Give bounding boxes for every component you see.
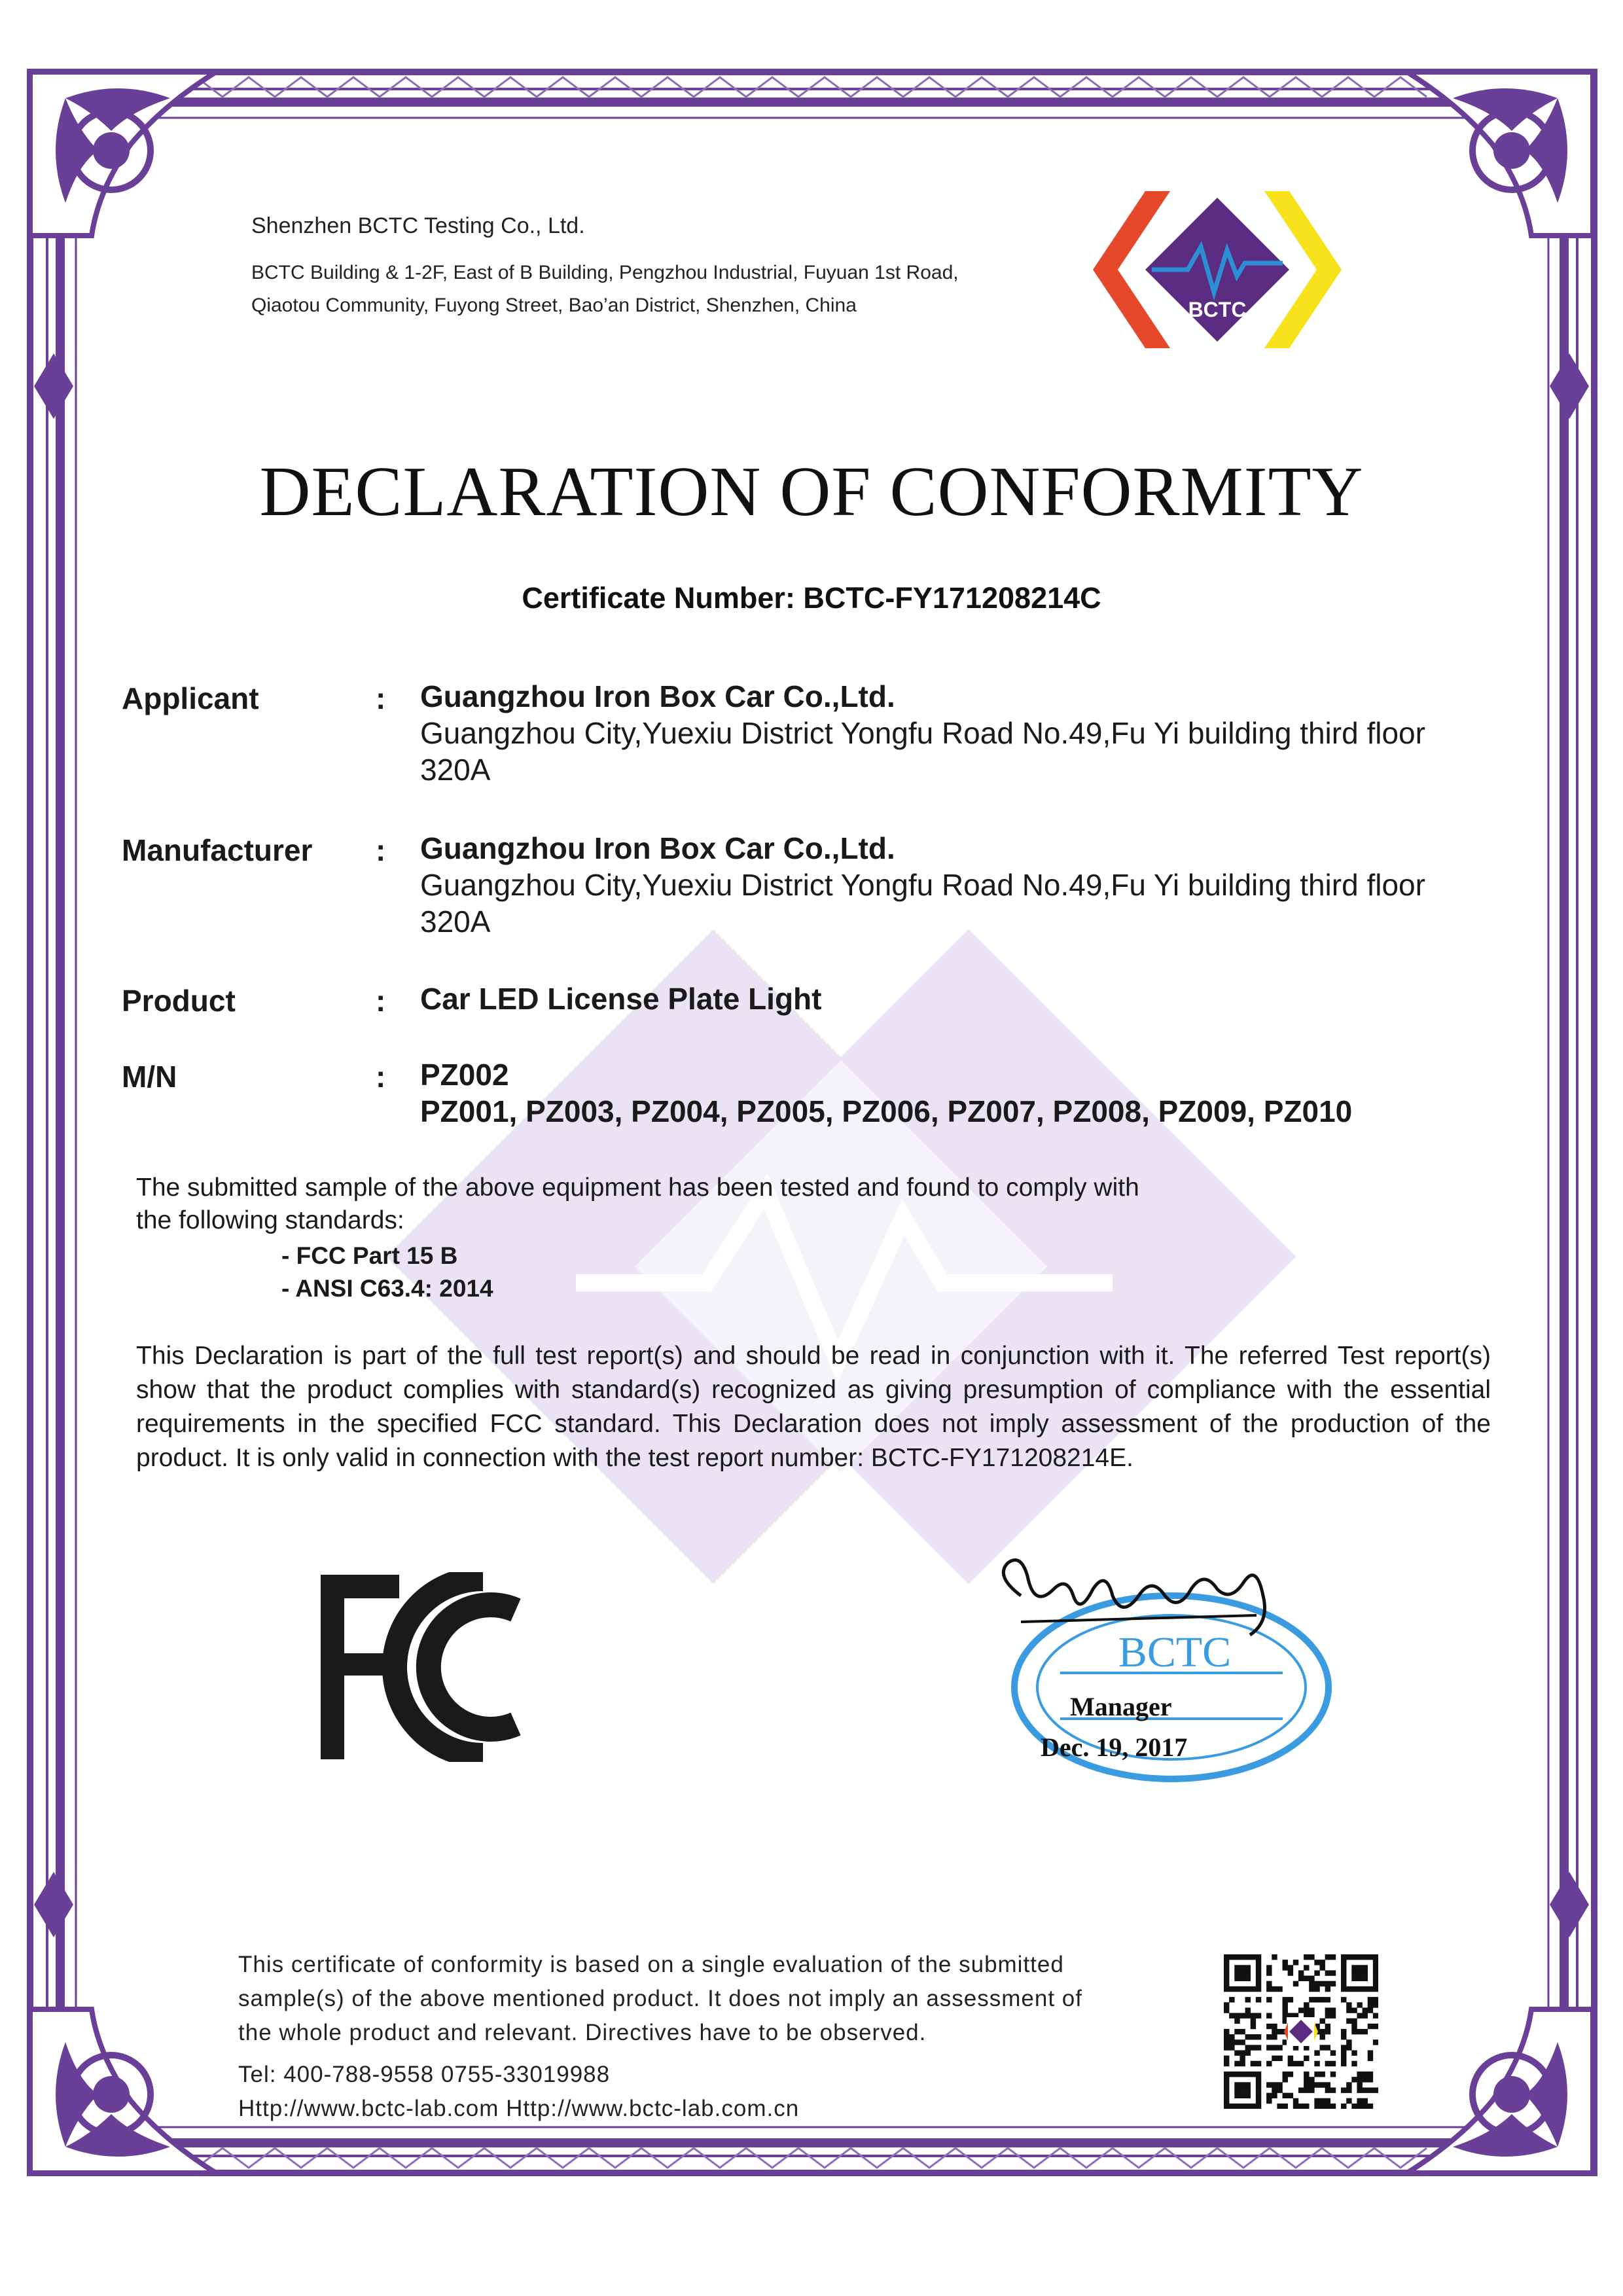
applicant-name: Guangzhou Iron Box Car Co.,Ltd. (420, 679, 895, 713)
footer-disclaimer-line3: the whole product and relevant. Directives have to be observed. (238, 2020, 927, 2045)
border-pattern-top (196, 77, 1427, 97)
standard-item: - FCC Part 15 B (281, 1242, 458, 1269)
manufacturer-label: Manufacturer (122, 833, 313, 867)
footer-website: Http://www.bctc-lab.com Http://www.bctc-lab.com.cn (238, 2096, 800, 2121)
issuer-company-name: Shenzhen BCTC Testing Co., Ltd. (251, 213, 585, 238)
manufacturer-name: Guangzhou Iron Box Car Co.,Ltd. (420, 831, 895, 865)
bctc-logo (1073, 171, 1361, 368)
compliance-intro-line1: The submitted sample of the above equipment has been tested and found to comply with (136, 1174, 1139, 1202)
border-pattern-bottom (196, 2148, 1427, 2168)
footer-telephone: Tel: 400-788-9558 0755-33019988 (238, 2062, 611, 2087)
manager-label: Manager (1070, 1692, 1172, 1721)
watermark-logo (386, 929, 1296, 1584)
model-number-label: M/N (122, 1060, 177, 1094)
declaration-paragraph: This Declaration is part of the full test report(s) and should be read in conjunction with it. The referred Test report(s) show that the product complies with standard(s) recognized as giving presumption of compliance with the essential requirements in the specified FCC standard. This Declaration does not imply assessment of the production of the product. It is only valid in connection with the test report number: BCTC-FY171208214E. (136, 1342, 1491, 1472)
certificate-number: Certificate Number: BCTC-FY171208214C (522, 581, 1101, 615)
manufacturer-colon: : (376, 833, 386, 867)
issuer-address-line2: Qiaotou Community, Fuyong Street, Bao’an District, Shenzhen, China (251, 295, 857, 316)
approval-date: Dec. 19, 2017 (1041, 1732, 1188, 1762)
fcc-logo (319, 1572, 575, 1762)
corner-ornament-top-right (1407, 72, 1593, 236)
product-colon: : (376, 984, 386, 1018)
footer-disclaimer (238, 1948, 1220, 2050)
model-number-value (420, 1056, 1520, 1130)
applicant-address-line2: 320A (420, 753, 491, 787)
compliance-intro-line2: the following standards: (136, 1206, 404, 1234)
stamp-logo-text: BCTC (1118, 1628, 1232, 1676)
issuer-address (251, 257, 1063, 322)
product-label: Product (122, 984, 236, 1018)
product-value: Car LED License Plate Light (420, 982, 822, 1016)
footer-disclaimer-line1: This certificate of conformity is based on a single evaluation of the submitted (238, 1952, 1064, 1977)
model-number-main: PZ002 (420, 1058, 509, 1092)
model-number-others: PZ001, PZ003, PZ004, PZ005, PZ006, PZ007, PZ008, PZ009, PZ010 (420, 1094, 1353, 1128)
standard-item: - ANSI C63.4: 2014 (281, 1275, 493, 1302)
corner-ornament-top-left (30, 72, 216, 236)
manufacturer-address-line1: Guangzhou City,Yuexiu District Yongfu Road No.49,Fu Yi building third floor (420, 868, 1425, 902)
applicant-address-line1: Guangzhou City,Yuexiu District Yongfu Road No.49,Fu Yi building third floor (420, 716, 1425, 750)
issuer-address-line1: BCTC Building & 1-2F, East of B Building, Pengzhou Industrial, Fuyuan 1st Road, (251, 262, 959, 283)
applicant-colon: : (376, 681, 386, 715)
manufacturer-address-line2: 320A (420, 905, 491, 939)
document-title: DECLARATION OF CONFORMITY (259, 453, 1364, 531)
compliance-intro (136, 1172, 1288, 1237)
applicant-value (420, 678, 1520, 788)
bctc-logo-text: BCTC (1188, 298, 1247, 321)
corner-ornament-bottom-right (1407, 2009, 1593, 2173)
model-number-colon: : (376, 1060, 386, 1094)
manufacturer-value (420, 830, 1520, 940)
applicant-label: Applicant (122, 681, 259, 715)
footer-disclaimer-line2: sample(s) of the above mentioned product. It does not imply an assessment of (238, 1986, 1082, 2011)
corner-ornament-bottom-left (30, 2009, 216, 2173)
qr-code-icon (1224, 1954, 1378, 2109)
